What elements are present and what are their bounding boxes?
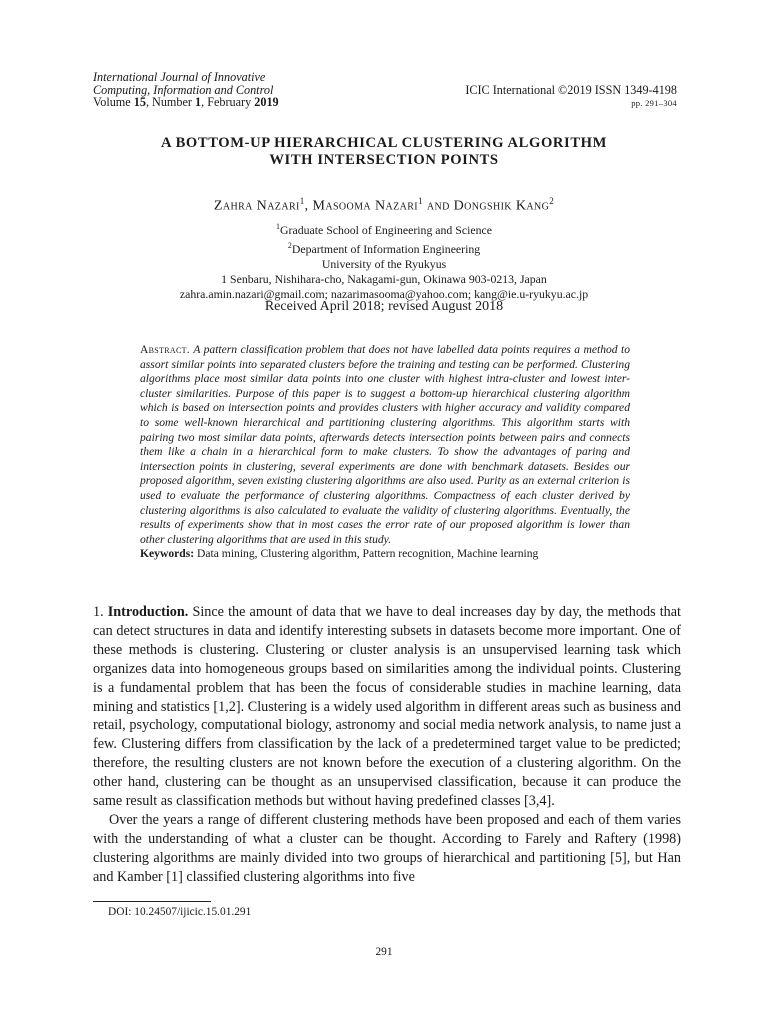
introduction-paragraph-1 — [93, 603, 681, 811]
volume-number: 15 — [133, 95, 146, 110]
affiliation-1-text: Graduate School of Engineering and Science — [280, 222, 492, 237]
keywords-text: Data mining, Clustering algorithm, Pattern recognition, Machine learning — [197, 547, 539, 561]
title-line-2: WITH INTERSECTION POINTS — [269, 152, 499, 168]
keywords-label: Keywords: — [140, 547, 195, 561]
page-range: pp. 291–304 — [631, 98, 677, 108]
author-2: Masooma Nazari — [312, 198, 419, 214]
abstract — [140, 343, 630, 562]
doi-footnote: DOI: 10.24507/ijicic.15.01.291 — [108, 906, 252, 918]
issue-number: 1 — [195, 95, 202, 110]
introduction-paragraph-2: Over the years a range of different clustering methods have been proposed and each of them varies with the understanding of what a cluster can be thought. According to Farely and Raftery (1998) clustering algorithms are mainly divided into two groups of hierarchical and partitioning [5], but Han and Kamber [1] classified clustering algorithms into five — [93, 811, 681, 885]
issue-year: 2019 — [254, 95, 279, 110]
affiliation-2 — [0, 238, 768, 257]
author-3-affiliation: 2 — [549, 196, 555, 206]
received-dates: Received April 2018; revised August 2018 — [264, 299, 504, 314]
author-separator: and — [422, 198, 454, 214]
paper-title — [0, 135, 768, 169]
section-number: 1. — [93, 604, 104, 620]
paragraph-text: Since the amount of data that we have to deal increases day by day, the methods that can detect structures in data and identify interesting subsets in datasets become more important. One of these methods is clustering. Clustering or cluster analysis is an unsupervised learning task which organizes data into homogeneous groups based on similarities among the individual points. Clustering is a fundamental problem that has been the focus of considerable studies in machine learning, data mining and statistics [1,2]. Clustering is a widely used algorithm in different areas such as business and retail, psychology, computational biology, astronomy and social media network analysis, to name just a few. Clustering differs from classification by the lack of a predetermined target value to be predicted; therefore, the resulting clusters are not known before the execution of a clustering algorithm. On the other hand, clustering can be thought as an unsupervised classification, because it can produce the same result as classification methods but without having predefined classes [3,4]. — [93, 604, 681, 810]
introduction-section — [93, 603, 681, 887]
author-list — [0, 196, 768, 215]
author-emails: zahra.amin.nazari@gmail.com; nazarimasooma@yahoo.com; kang@ie.u-ryukyu.ac.jp — [179, 286, 589, 301]
author-2-affiliation: 1 — [418, 196, 423, 206]
affiliation-2-text: Department of Information Engineering — [291, 241, 481, 256]
journal-info — [93, 71, 353, 109]
publisher-issn: ICIC International ©2019 ISSN 1349-4198 — [465, 83, 677, 97]
abstract-paragraph — [140, 343, 630, 547]
date-prefix: , February — [201, 95, 255, 110]
keywords — [140, 547, 630, 562]
author-1-affiliation: 1 — [299, 196, 305, 206]
journal-name-line1: International Journal of Innovative — [93, 70, 266, 84]
affiliation-1-marker: 1 — [276, 222, 281, 231]
section-title: Introduction. — [107, 604, 189, 620]
publisher-info — [465, 84, 677, 108]
footnote-divider — [93, 901, 211, 902]
affiliation-2-marker: 2 — [287, 240, 292, 250]
author-separator: , — [304, 198, 313, 214]
university: University of the Ryukyus — [321, 256, 447, 271]
volume-prefix: Volume — [93, 95, 134, 110]
abstract-label: Abstract. — [140, 343, 190, 356]
affiliation-1 — [0, 219, 768, 238]
page-number: 291 — [375, 946, 393, 958]
abstract-text: A pattern classification problem that does not have labelled data points requires a method to assort similar points into separated clusters before the training and testing can be performed. Clustering algorithms place most similar data points into one cluster with highest intra-cluster and lowest inter-cluster similarities. Purpose of this paper is to suggest a bottom-up hierarchical clustering algorithm which is based on intersection points and provides clusters with higher accuracy and validity compared to some well-known hierarchical and partitioning clustering algorithms. This algorithm starts with pairing two most similar data points, afterwards detects intersection points between pairs and connects them like a chain in a hierarchical form to make clusters. To show the advantages of paring and intersection points in clustering, several experiments are done with benchmark datasets. Besides our proposed algorithm, seven existing clustering algorithms are also used. Purity as an external criterion is used to evaluate the performance of clustering algorithms. Compactness of each cluster derived by clustering algorithms is also calculated to evaluate the validity of clustering algorithms. Eventually, the results of experiments show that in most cases the error rate of our proposed algorithm is lower than other clustering algorithms that are used in this study. — [140, 343, 630, 546]
author-3: Dongshik Kang — [453, 198, 550, 214]
journal-name-line2: Computing, Information and Control — [93, 82, 274, 97]
affiliations — [0, 219, 768, 302]
title-line-1: A BOTTOM-UP HIERARCHICAL CLUSTERING ALGORITHM — [161, 135, 607, 151]
author-1: Zahra Nazari — [213, 198, 300, 214]
address: 1 Senbaru, Nishihara-cho, Nakagami-gun, Okinawa 903-0213, Japan — [221, 271, 547, 286]
journal-volume-line — [93, 96, 353, 109]
number-prefix: , Number — [145, 95, 196, 110]
